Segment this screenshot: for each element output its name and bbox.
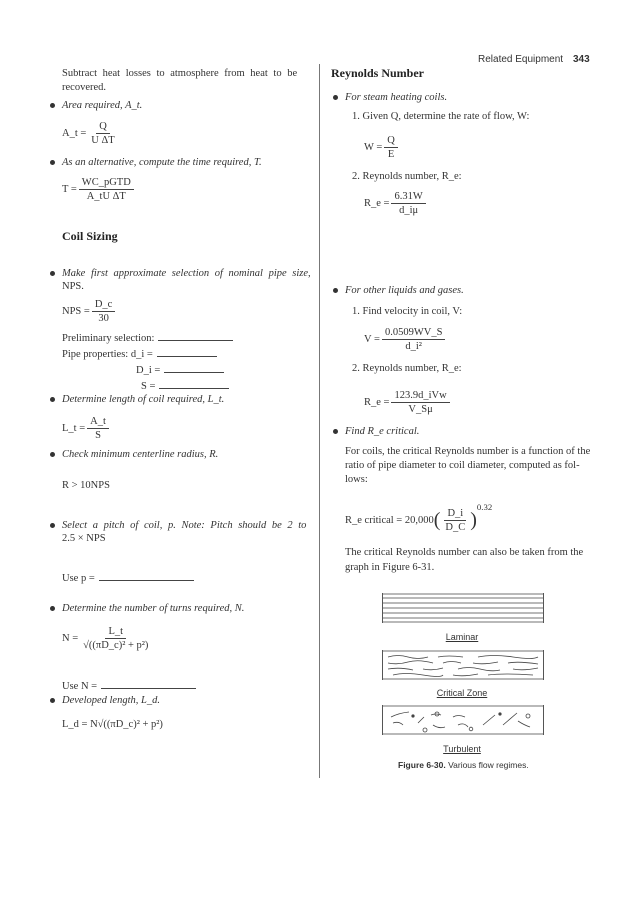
coil-sizing-heading: Coil Sizing (62, 229, 118, 243)
denominator: U ΔT (91, 135, 115, 146)
denominator: S (95, 430, 101, 441)
developed-bullet: Developed length, L_d. (62, 695, 160, 706)
label: S = (141, 381, 156, 392)
denominator: A_tU ΔT (86, 191, 126, 202)
length-bullet: Determine length of coil required, L_t. (62, 394, 225, 405)
critical-bullet: Find R_e critical. (345, 426, 420, 437)
velocity-step: 1. Find velocity in coil, V: (352, 306, 463, 317)
critical-zone-label: Critical Zone (436, 688, 488, 698)
label: D_i = (136, 365, 161, 376)
column-rule (319, 64, 320, 778)
denominator: √((πD_c)² + p²) (83, 640, 149, 651)
laminar-flow-illustration (382, 593, 544, 623)
ld-equation: L_d = N√((πD_c)² + p²) (62, 719, 163, 730)
page-number: 343 (573, 54, 590, 65)
lhs: NPS = (62, 305, 90, 317)
use-n (62, 678, 196, 693)
caption-text: Various flow regimes. (448, 760, 529, 770)
numerator: D_c (92, 298, 116, 312)
lhs: R_e critical = 20,000 (345, 514, 434, 526)
make-line1: Make first approximate selection of nominal pipe size, (62, 268, 311, 279)
laminar-label: Laminar (445, 632, 479, 642)
numerator: Q (96, 120, 110, 134)
label: Use N = (62, 681, 98, 692)
reynolds-heading: Reynolds Number (331, 66, 425, 80)
running-header: Related Equipment (478, 54, 564, 65)
prelim-selection (62, 330, 233, 345)
re2-formula (364, 389, 452, 416)
steam-bullet: For steam heating coils. (345, 92, 448, 103)
lhs: V = (364, 333, 380, 345)
critical-formula: R_e critical = 20,000( $\frac{D\_i}{D\_C}$ )$^{0.32}$ (345, 502, 493, 533)
lhs: R_e = (364, 197, 390, 209)
alt-bullet: As an alternative, compute the time required, T. (62, 157, 262, 168)
critical-zone-illustration (382, 650, 544, 680)
lhs: W = (364, 141, 383, 153)
numerator: 6.31W (391, 190, 425, 204)
numerator: 0.0509WV_S (382, 326, 445, 340)
label: Use p = (62, 573, 95, 584)
exponent: 0.32 (476, 502, 493, 513)
pipe-properties (62, 346, 217, 361)
re-formula (364, 190, 428, 217)
di-field (136, 362, 224, 377)
step2b: 2. Reynolds number, R_e: (352, 363, 462, 374)
nps-formula (62, 298, 117, 325)
w-formula (364, 134, 400, 161)
numerator: WC_pGTD (79, 176, 134, 190)
denominator: D_C (445, 522, 466, 533)
lhs: R_e = (364, 396, 390, 408)
intro-line1: Subtract heat losses to atmosphere from heat to be (62, 68, 298, 79)
step2: 2. Reynolds number, R_e: (352, 171, 462, 182)
pitch-line2: 2.5 × NPS (62, 533, 106, 544)
lhs: N = (62, 632, 79, 644)
denominator: d_i² (405, 341, 422, 352)
intro-line2: recovered. (62, 82, 107, 93)
para-line2: ratio of pipe diameter to coil diameter, computed as fol- (345, 460, 580, 471)
area-formula (62, 120, 120, 147)
graph-line2: graph in Figure 6-31. (345, 562, 435, 573)
radius-equation: R > 10NPS (62, 480, 110, 491)
turbulent-flow-illustration (382, 705, 544, 735)
denominator: V_Sμ (408, 404, 433, 415)
lhs: A_t = (62, 127, 87, 139)
use-p (62, 570, 194, 585)
area-bullet: Area required, A_t. (62, 100, 143, 111)
turbulent-label: Turbulent (443, 744, 481, 754)
make-line2: NPS. (62, 281, 84, 292)
para-line1: For coils, the critical Reynolds number is a function of the (345, 446, 591, 457)
pitch-line1: Select a pitch of coil, p. Note: Pitch should be 2 to (62, 520, 307, 531)
graph-line1: The critical Reynolds number can also be taken from the (345, 547, 584, 558)
denominator: d_iμ (399, 205, 419, 216)
denominator: 30 (98, 313, 109, 324)
v-formula (364, 326, 447, 353)
n-formula (62, 625, 153, 652)
radius-bullet: Check minimum centerline radius, R. (62, 449, 219, 460)
label: Pipe properties: d_i = (62, 349, 153, 360)
denominator: E (387, 149, 395, 160)
para-line3: lows: (345, 474, 368, 485)
numerator: A_t (87, 415, 109, 429)
numerator: L_t (105, 625, 126, 639)
lhs: T = (62, 183, 77, 195)
time-formula (62, 176, 136, 203)
label: Preliminary selection: (62, 333, 155, 344)
turns-bullet: Determine the number of turns required, N. (62, 603, 245, 614)
lt-formula (62, 415, 111, 442)
caption-label: Figure 6-30. (398, 760, 446, 770)
figure-caption (398, 759, 529, 772)
step1: 1. Given Q, determine the rate of flow, W: (352, 111, 530, 122)
s-field (141, 378, 229, 393)
numerator: Q (384, 134, 398, 148)
numerator: D_i (444, 507, 466, 521)
lhs: L_t = (62, 422, 86, 434)
numerator: 123.9d_iVw (391, 389, 449, 403)
other-bullet: For other liquids and gases. (345, 285, 464, 296)
